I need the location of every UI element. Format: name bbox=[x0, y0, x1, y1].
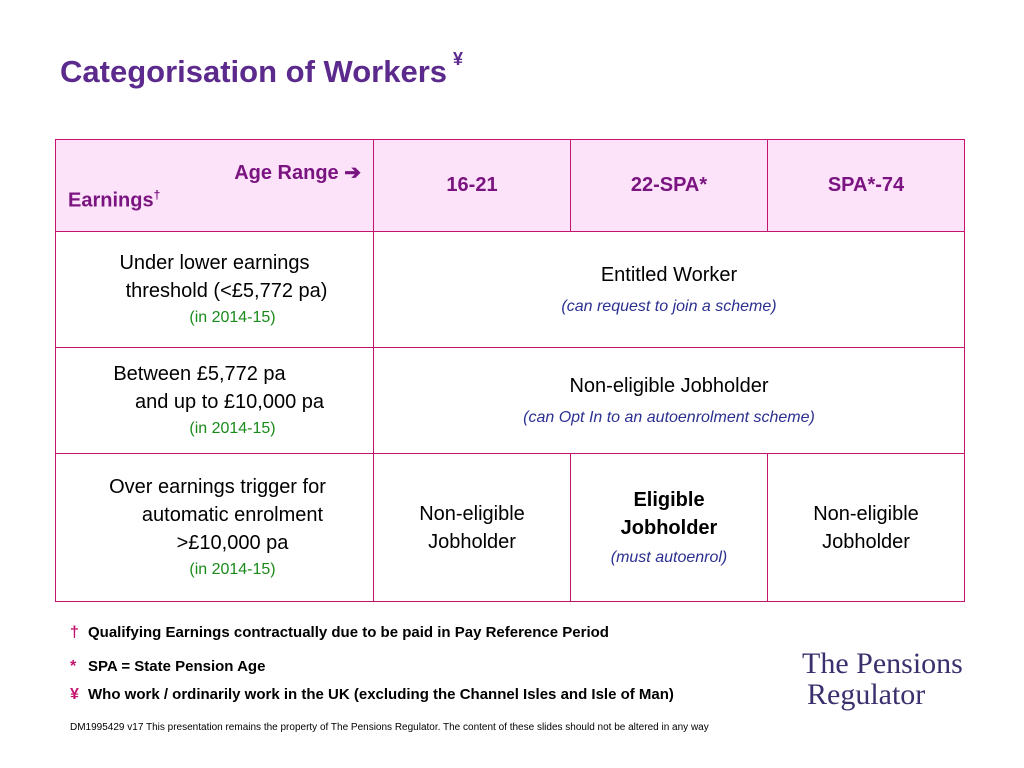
footnote-qualifying-earnings: † Qualifying Earnings contractually due to be paid in Pay Reference Period bbox=[70, 624, 609, 641]
dagger-symbol: † bbox=[153, 188, 161, 202]
yen-symbol: ¥ bbox=[70, 686, 79, 703]
right-arrow-icon: ➔ bbox=[344, 162, 361, 184]
non-eligible-jobholder-cell: Non-eligible Jobholder (can Opt In to an autoenrolment scheme) bbox=[374, 348, 965, 454]
header-age-spa-74: SPA*-74 bbox=[768, 140, 965, 232]
worker-categorisation-table bbox=[55, 139, 965, 602]
row-label-over-trigger: Over earnings trigger for automatic enrolment >£10,000 pa (in 2014-15) bbox=[56, 454, 374, 602]
cell-16-21-non-eligible: Non-eligible Jobholder bbox=[374, 454, 571, 602]
row-label-between: Between £5,772 pa and up to £10,000 pa (in 2014-15) bbox=[56, 348, 374, 454]
asterisk-symbol: * bbox=[70, 658, 77, 675]
header-age-22-spa: 22-SPA* bbox=[571, 140, 768, 232]
earnings-label: Earnings† bbox=[68, 188, 161, 212]
table-row bbox=[56, 232, 965, 348]
yen-symbol: ¥ bbox=[453, 48, 464, 69]
cell-22-spa-eligible: Eligible Jobholder (must autoenrol) bbox=[571, 454, 768, 602]
age-range-label: Age Range ➔ bbox=[234, 162, 361, 184]
header-age-16-21: 16-21 bbox=[374, 140, 571, 232]
slide-title-text: Categorisation of Workers bbox=[60, 54, 448, 89]
row-label-under-lower: Under lower earnings threshold (<£5,772 pa) (in 2014-15) bbox=[56, 232, 374, 348]
header-corner-cell bbox=[56, 140, 374, 232]
slide-title bbox=[60, 48, 464, 90]
dagger-symbol: † bbox=[70, 624, 79, 641]
table-row bbox=[56, 454, 965, 602]
cell-spa-74-non-eligible: Non-eligible Jobholder bbox=[768, 454, 965, 602]
pensions-regulator-logo: The Pensions Regulator bbox=[802, 647, 963, 711]
table-row bbox=[56, 348, 965, 454]
entitled-worker-cell: Entitled Worker (can request to join a scheme) bbox=[374, 232, 965, 348]
footnote-uk: ¥ Who work / ordinarily work in the UK (excluding the Channel Isles and Isle of Man) bbox=[70, 686, 674, 703]
table-header-row bbox=[56, 140, 965, 232]
footnote-spa: * SPA = State Pension Age bbox=[70, 658, 266, 675]
copyright-notice: DM1995429 v17 This presentation remains the property of The Pensions Regulator. The content of these slides should not be altered in any way bbox=[70, 722, 709, 733]
